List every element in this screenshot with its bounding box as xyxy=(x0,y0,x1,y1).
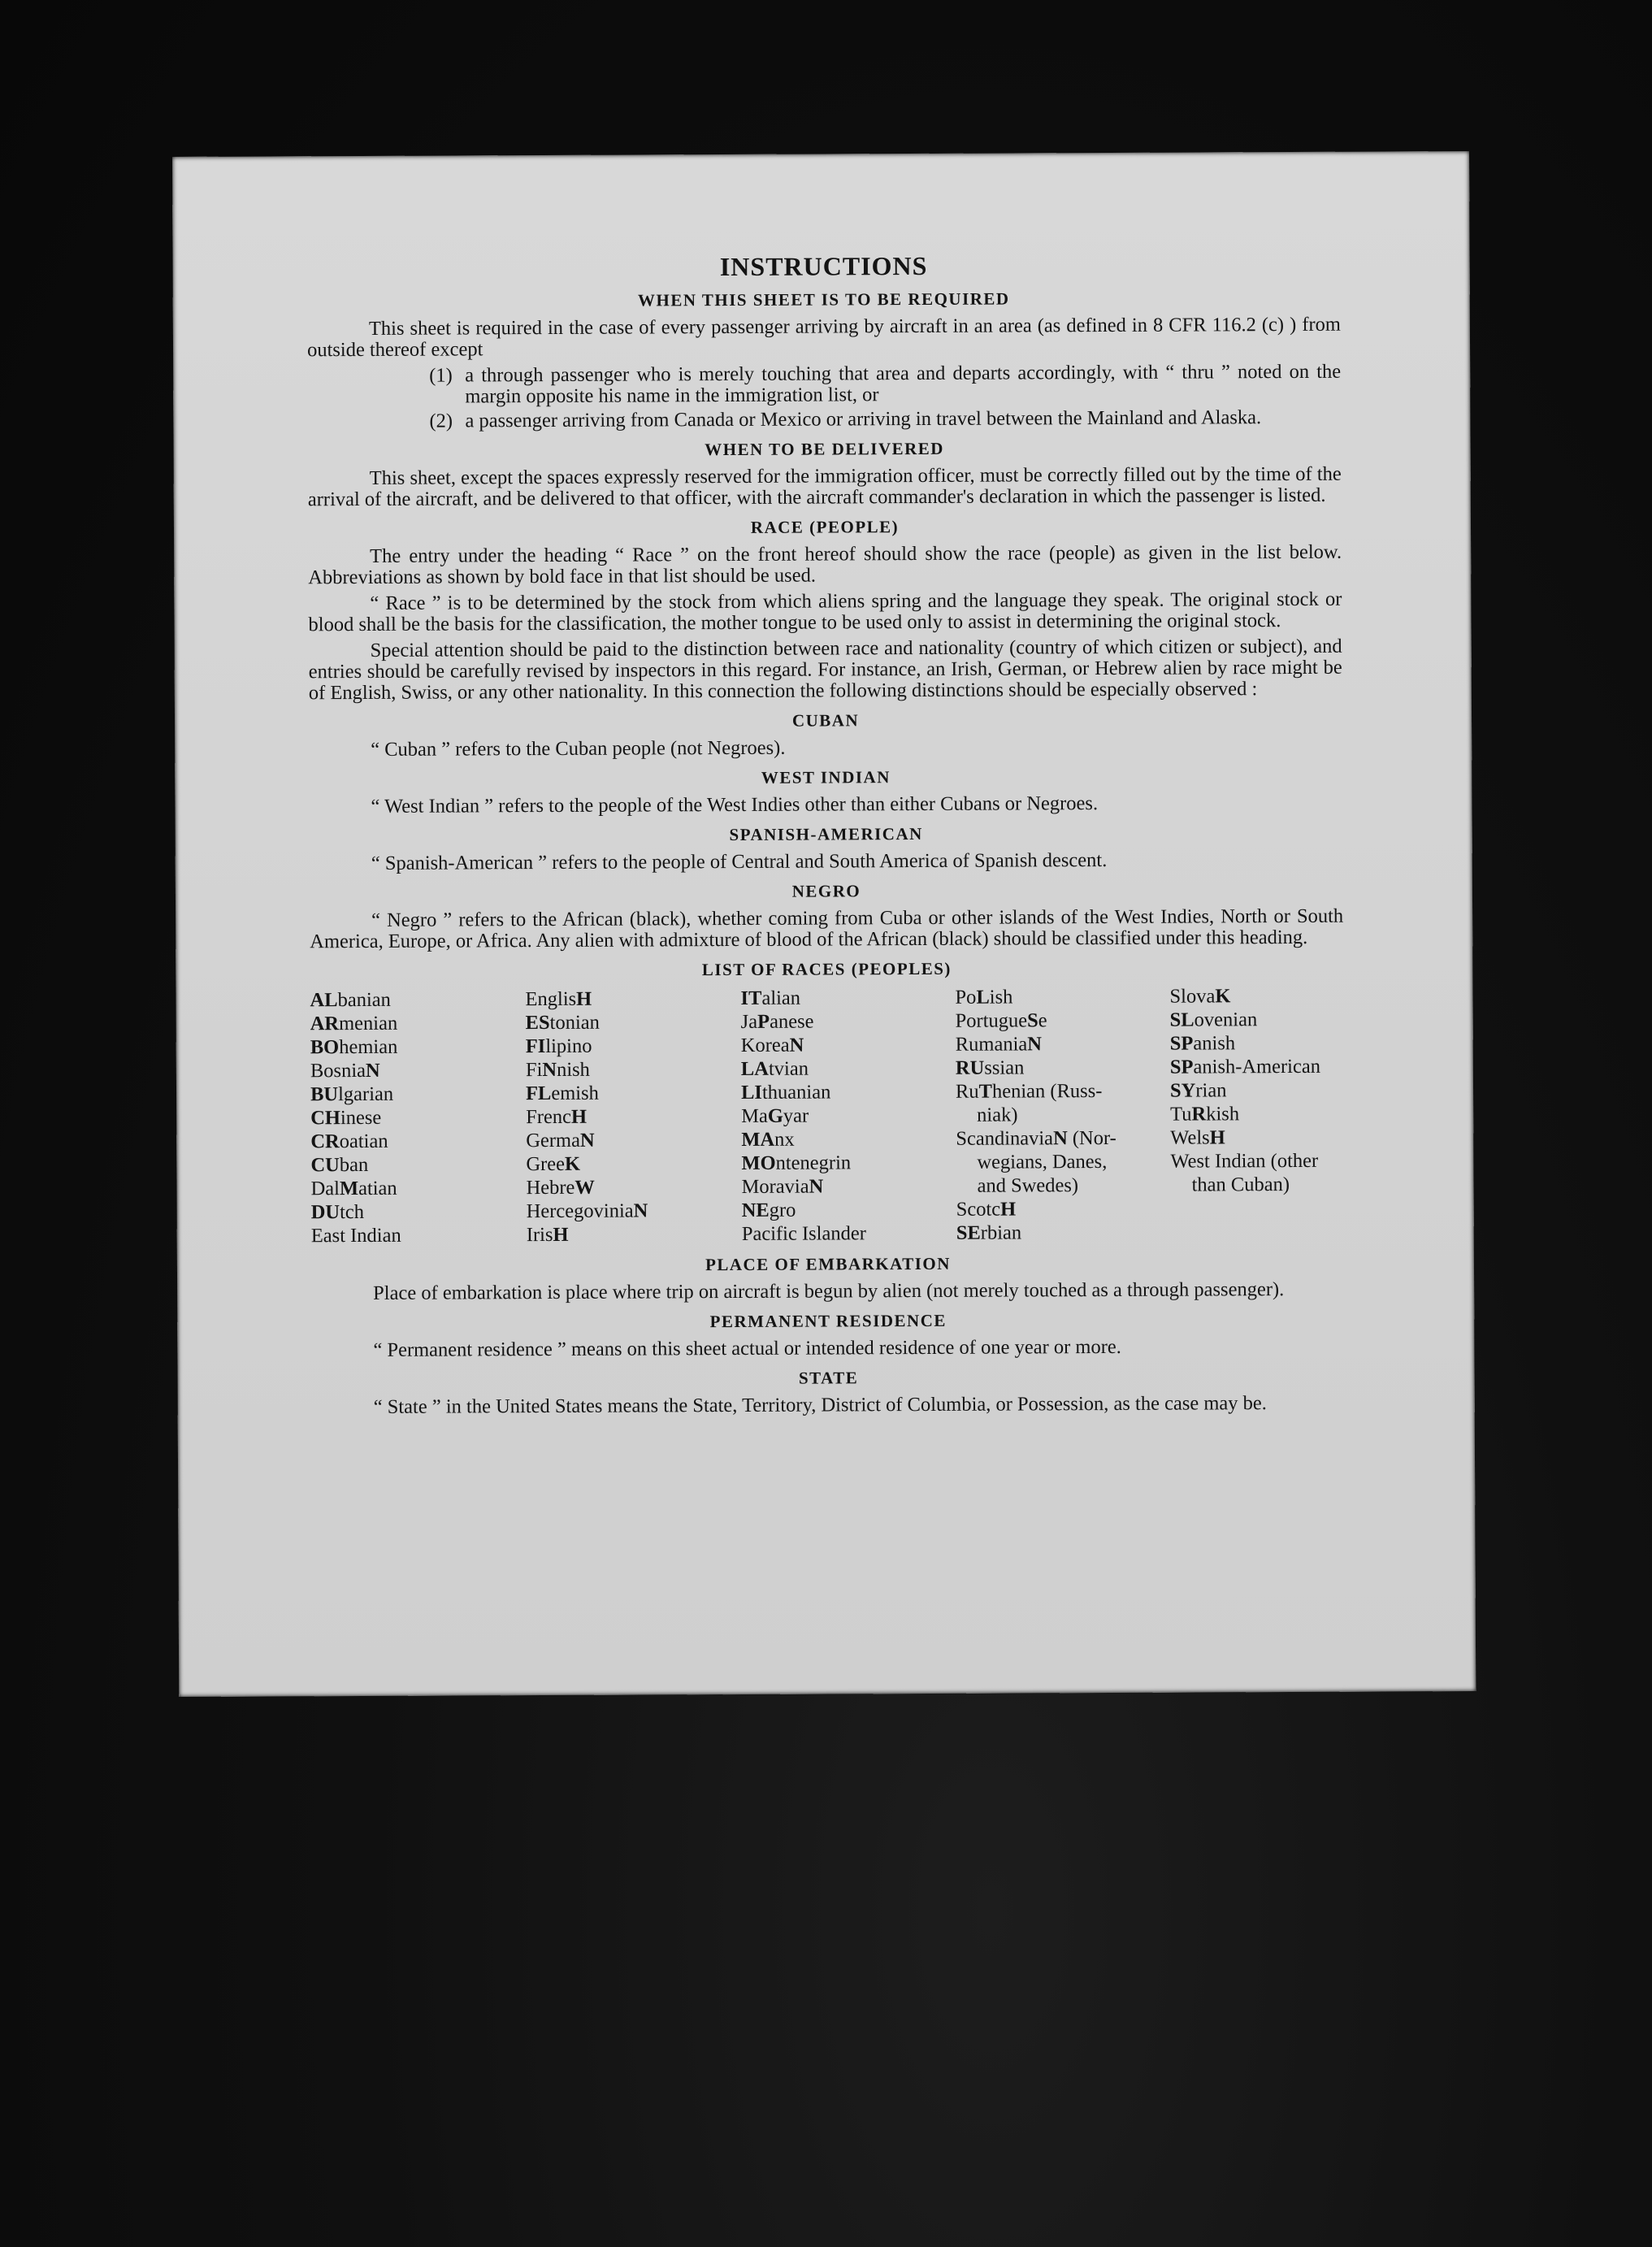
race-entry xyxy=(741,1009,956,1034)
race-abbrev: RU xyxy=(955,1056,985,1079)
race-text: Gree xyxy=(526,1152,566,1176)
race-entry xyxy=(741,1151,956,1175)
section-heading: CUBAN xyxy=(791,710,860,731)
races-column xyxy=(1169,984,1344,1244)
race-abbrev: H xyxy=(576,987,592,1010)
race-text: niak) xyxy=(977,1104,1018,1126)
race-entry xyxy=(741,1056,956,1081)
race-text: ish xyxy=(989,986,1013,1009)
race-abbrev: MO xyxy=(741,1152,776,1174)
race-entry xyxy=(310,1035,526,1059)
list-item-text: a through passenger who is merely touching that area and departs accordingly, with “ thru ” noted on the margin opposite his name in the immigration list, or xyxy=(465,360,1342,408)
race-text: Germa xyxy=(526,1129,581,1152)
race-abbrev: H xyxy=(1209,1126,1225,1149)
race-text: henian (Russ- xyxy=(991,1080,1103,1103)
race-entry xyxy=(1170,1008,1344,1032)
race-abbrev: BU xyxy=(310,1083,339,1106)
race-entry xyxy=(526,1034,741,1058)
race-entry xyxy=(526,1057,741,1082)
race-abbrev: SE xyxy=(956,1221,981,1244)
race-abbrev: LA xyxy=(740,1057,770,1080)
race-text: anish xyxy=(1193,1032,1236,1055)
race-text: Bosnia xyxy=(310,1059,366,1082)
race-abbrev: K xyxy=(1215,985,1231,1008)
race-abbrev: H xyxy=(553,1223,569,1246)
race-text: rbian xyxy=(980,1221,1022,1244)
race-text: Dal xyxy=(310,1178,340,1200)
race-text: alian xyxy=(761,987,801,1009)
race-entry xyxy=(526,1081,741,1105)
race-text: (Nor- xyxy=(1067,1126,1117,1150)
race-abbrev: MA xyxy=(741,1128,775,1151)
race-text: ssian xyxy=(984,1056,1025,1079)
race-text: hemian xyxy=(339,1035,398,1059)
race-text: Scandinavia xyxy=(956,1127,1054,1150)
race-text: gro xyxy=(769,1199,796,1221)
race-text: Iris xyxy=(526,1223,553,1247)
section-heading: SPANISH-AMERICAN xyxy=(729,823,923,845)
race-entry xyxy=(1170,1173,1344,1197)
race-entry xyxy=(741,1104,956,1128)
section-heading: NEGRO xyxy=(791,881,861,901)
race-entry xyxy=(526,1010,741,1035)
race-text: anese xyxy=(769,1010,814,1033)
race-abbrev: N xyxy=(809,1175,824,1198)
race-entry xyxy=(956,1009,1170,1033)
race-abbrev: LI xyxy=(740,1081,762,1104)
races-column xyxy=(525,987,741,1247)
race-abbrev: L xyxy=(976,986,990,1009)
race-text: banian xyxy=(337,988,391,1012)
race-entry xyxy=(526,1104,741,1129)
race-entry xyxy=(526,1175,741,1199)
race-entry xyxy=(310,1011,526,1035)
race-entry xyxy=(956,1221,1171,1245)
section-paragraph: “ Permanent residence ” means on this sheet actual or intended residence of one year or more. xyxy=(373,1335,1121,1361)
race-text: Pacific Islander xyxy=(741,1222,866,1245)
race-abbrev: N xyxy=(633,1199,648,1222)
race-entry xyxy=(741,1033,956,1057)
race-entry xyxy=(525,987,740,1011)
race-abbrev: SP xyxy=(1169,1056,1194,1078)
race-text: rian xyxy=(1195,1079,1227,1102)
race-entry xyxy=(1170,1055,1344,1079)
race-abbrev: FL xyxy=(525,1082,552,1105)
race-entry xyxy=(956,1079,1170,1104)
race-text: Hebre xyxy=(526,1176,575,1199)
sections-before xyxy=(307,287,1344,953)
race-text: ntenegrin xyxy=(775,1152,852,1174)
document-sheet xyxy=(172,151,1476,1697)
race-entry xyxy=(310,1176,526,1200)
race-abbrev: NE xyxy=(741,1199,770,1221)
section-paragraph: “ State ” in the United States means the State, Territory, District of Columbia, or Possession, as the case may be. xyxy=(373,1392,1267,1418)
race-entry xyxy=(527,1199,742,1223)
list-item-number: (1) xyxy=(429,364,453,387)
race-entry xyxy=(526,1128,741,1152)
race-text: nx xyxy=(774,1128,795,1151)
section-paragraph: The entry under the heading “ Race ” on the front hereof should show the race (people) as given in the list below. Abbreviations as shown by bold face in that list should be used. xyxy=(308,540,1342,589)
race-abbrev: DU xyxy=(310,1201,340,1224)
race-abbrev: S xyxy=(1027,1009,1038,1032)
race-entry xyxy=(955,985,1169,1009)
section-paragraph: “ West Indian ” refers to the people of the West Indies other than either Cubans or Negroes. xyxy=(371,792,1099,818)
race-entry xyxy=(956,1032,1170,1056)
race-text: Hercegovinia xyxy=(526,1199,634,1223)
race-entry xyxy=(956,1103,1170,1127)
race-text: e xyxy=(1038,1009,1047,1032)
race-abbrev: SP xyxy=(1169,1032,1194,1055)
document-content xyxy=(307,249,1346,1424)
race-abbrev: G xyxy=(767,1104,783,1127)
section-heading: STATE xyxy=(798,1368,859,1388)
race-entry xyxy=(310,987,525,1012)
race-text: Po xyxy=(955,986,977,1009)
race-text: Englis xyxy=(525,987,577,1011)
race-text: than Cuban) xyxy=(1191,1173,1290,1196)
list-item xyxy=(429,407,1341,432)
section-heading: WHEN TO BE DELIVERED xyxy=(705,438,944,460)
list-item xyxy=(429,362,1341,408)
race-entry xyxy=(740,986,955,1010)
race-text: ovenian xyxy=(1194,1009,1258,1031)
race-entry xyxy=(742,1221,956,1246)
race-abbrev: AR xyxy=(310,1013,340,1035)
race-text: emish xyxy=(551,1082,599,1104)
race-text: Ma xyxy=(741,1104,768,1127)
race-text: inese xyxy=(340,1106,382,1130)
race-entry xyxy=(310,1105,526,1130)
race-entry xyxy=(1170,1078,1344,1103)
race-entry xyxy=(956,1173,1170,1198)
section-heading: WEST INDIAN xyxy=(761,767,891,787)
race-abbrev: T xyxy=(978,1080,993,1103)
race-abbrev: N xyxy=(789,1034,804,1056)
race-text: ban xyxy=(339,1153,369,1177)
race-entry xyxy=(310,1152,526,1177)
race-abbrev: H xyxy=(1000,1198,1017,1221)
race-abbrev: R xyxy=(1191,1103,1207,1126)
race-entry xyxy=(310,1058,526,1082)
race-abbrev: N xyxy=(1027,1033,1043,1056)
race-entry xyxy=(1169,984,1343,1009)
race-entry xyxy=(1170,1149,1344,1173)
race-abbrev: BO xyxy=(310,1036,340,1059)
race-text: Ja xyxy=(740,1010,758,1033)
race-text: tonian xyxy=(549,1011,600,1034)
race-abbrev: ES xyxy=(525,1011,550,1035)
section-paragraph: “ Negro ” refers to the African (black), whether coming from Cuba or other islands of the West Indies, North or South America, Europe, or Africa. Any alien with admixture of blood of the African (black) should be classified under this heading. xyxy=(310,904,1344,953)
race-text: tch xyxy=(339,1200,365,1224)
race-text: Portugue xyxy=(955,1009,1028,1032)
race-text: nish xyxy=(556,1058,590,1081)
race-text: kish xyxy=(1206,1103,1240,1126)
race-abbrev: P xyxy=(757,1010,770,1033)
race-abbrev: SL xyxy=(1169,1009,1195,1031)
race-text: menian xyxy=(338,1012,398,1035)
race-entry xyxy=(310,1082,526,1106)
races-column xyxy=(740,986,956,1246)
section-paragraph: “ Cuban ” refers to the Cuban people (not Negroes). xyxy=(371,736,786,761)
race-abbrev: K xyxy=(564,1152,581,1175)
race-text: Slova xyxy=(1169,985,1216,1008)
race-abbrev: CU xyxy=(310,1154,340,1177)
race-text: oatian xyxy=(339,1130,388,1153)
race-entry xyxy=(956,1126,1170,1151)
race-abbrev: CR xyxy=(310,1130,340,1153)
section-heading: WHEN THIS SHEET IS TO BE REQUIRED xyxy=(637,288,1010,310)
section-paragraph: This sheet is required in the case of every passenger arriving by aircraft in an area (as defined in 8 CFR 116.2 (c) ) from outside thereof except xyxy=(306,313,1341,362)
races-column xyxy=(955,985,1170,1245)
race-text: lgarian xyxy=(338,1082,394,1106)
race-text: atian xyxy=(358,1177,397,1200)
race-abbrev: N xyxy=(1052,1127,1068,1150)
race-text: and Swedes) xyxy=(977,1174,1079,1197)
race-text: Fi xyxy=(525,1059,543,1082)
race-text: Rumania xyxy=(955,1033,1028,1056)
race-abbrev: IT xyxy=(740,987,762,1009)
race-entry xyxy=(1170,1126,1344,1150)
race-abbrev: FI xyxy=(525,1035,546,1058)
race-entry xyxy=(1170,1102,1344,1126)
race-abbrev: N xyxy=(365,1059,380,1082)
race-entry xyxy=(741,1080,956,1104)
race-text: Korea xyxy=(740,1034,790,1056)
race-text: wegians, Danes, xyxy=(977,1150,1108,1173)
race-entry xyxy=(310,1129,526,1153)
section-heading: PLACE OF EMBARKATION xyxy=(705,1253,951,1275)
race-text: West Indian (other xyxy=(1170,1149,1319,1173)
race-abbrev: N xyxy=(579,1129,595,1152)
section-paragraph: This sheet, except the spaces expressly reserved for the immigration officer, must be correctly filled out by the time of the arrival of the aircraft, and be delivered to that officer, with the aircraft commander's declaration in which the passenger is listed. xyxy=(307,462,1342,511)
race-abbrev: H xyxy=(570,1105,588,1128)
race-text: Frenc xyxy=(526,1105,572,1129)
races-heading: LIST OF RACES (PEOPLES) xyxy=(701,958,952,980)
document-title: INSTRUCTIONS xyxy=(719,250,928,282)
race-entry xyxy=(311,1223,527,1247)
race-text: lipino xyxy=(545,1035,592,1058)
race-text: tvian xyxy=(768,1057,809,1080)
race-text: anish-American xyxy=(1193,1055,1321,1078)
races-column xyxy=(310,987,526,1247)
race-entry xyxy=(956,1197,1171,1221)
races-list xyxy=(310,984,1344,1248)
race-entry xyxy=(527,1222,742,1247)
race-text: Ru xyxy=(955,1080,979,1103)
race-abbrev: W xyxy=(575,1176,595,1199)
race-text: Scotc xyxy=(956,1198,1001,1221)
section-heading: RACE (PEOPLE) xyxy=(750,517,900,537)
race-text: Moravia xyxy=(741,1175,809,1198)
race-entry xyxy=(526,1152,741,1176)
race-abbrev: AL xyxy=(310,989,338,1012)
race-text: Tu xyxy=(1170,1103,1192,1126)
race-entry xyxy=(742,1198,956,1222)
race-abbrev: CH xyxy=(310,1107,340,1130)
race-entry xyxy=(956,1056,1170,1080)
list-item-number: (2) xyxy=(429,410,453,432)
race-entry xyxy=(741,1174,956,1199)
race-text: thuanian xyxy=(761,1081,831,1104)
race-text: East Indian xyxy=(310,1224,401,1247)
section-paragraph: “ Race ” is to be determined by the stock from which aliens spring and the language they speak. The original stock or blood shall be the basis for the classification, the mother tongue to be used only to assist in determining the original stock. xyxy=(308,588,1342,636)
list-item-text: a passenger arriving from Canada or Mexico or arriving in travel between the Mainland and Alaska. xyxy=(465,406,1262,432)
race-entry xyxy=(741,1127,956,1152)
section-heading: PERMANENT RESIDENCE xyxy=(709,1310,947,1332)
section-paragraph: Place of embarkation is place where trip on aircraft is begun by alien (not merely touched as a through passenger). xyxy=(373,1278,1285,1304)
race-entry xyxy=(956,1150,1170,1174)
race-abbrev: SY xyxy=(1169,1079,1196,1102)
sections-after xyxy=(311,1251,1346,1419)
section-paragraph: “ Spanish-American ” refers to the people of Central and South America of Spanish descent. xyxy=(371,848,1108,874)
race-abbrev: N xyxy=(542,1058,557,1082)
section-paragraph: Special attention should be paid to the distinction between race and nationality (country of which citizen or subject), and entries should be carefully revised by inspectors in this regard. For instance, an Irish, German, or Hebrew alien by race might be of English, Swiss, or any other nationality. In this connection the following distinctions should be especially observed : xyxy=(308,635,1342,705)
race-abbrev: M xyxy=(339,1178,359,1200)
race-text: Wels xyxy=(1170,1126,1210,1149)
race-entry xyxy=(1170,1031,1344,1056)
race-entry xyxy=(311,1199,527,1224)
race-text: yar xyxy=(783,1104,809,1127)
